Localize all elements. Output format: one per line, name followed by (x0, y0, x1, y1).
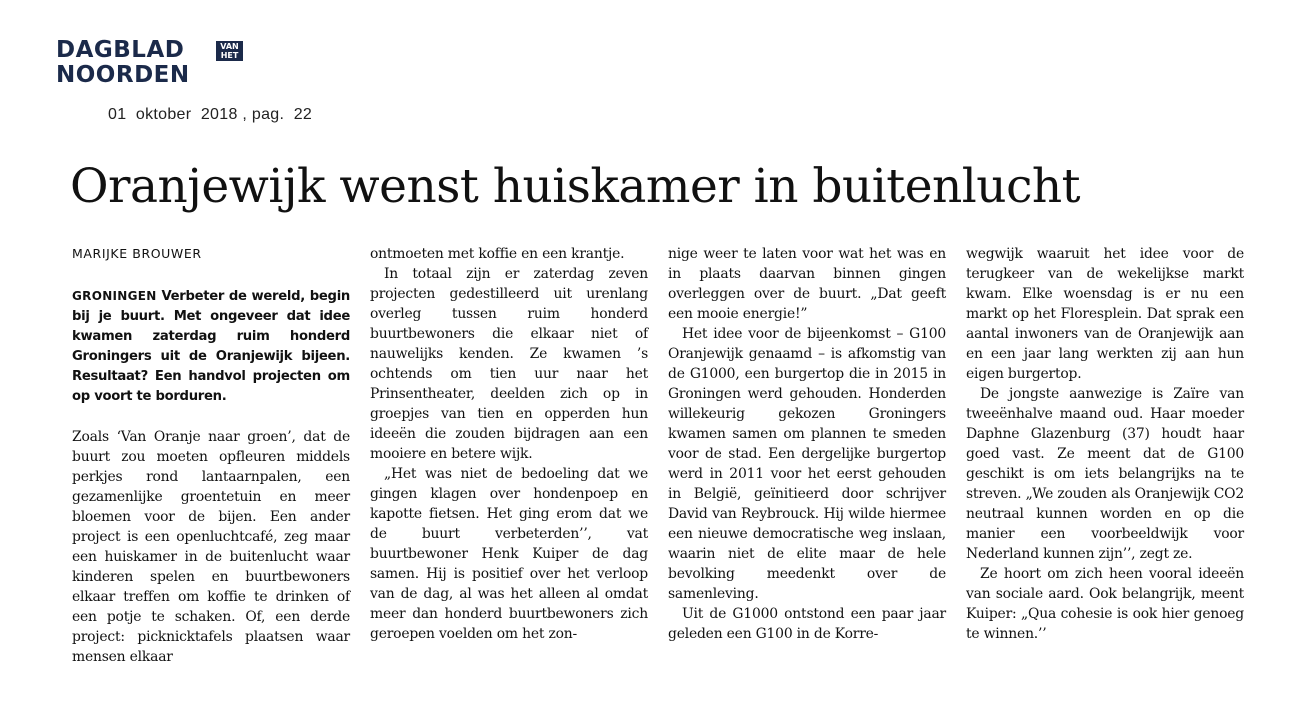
paragraph-7: Ze hoort om zich heen vooral ideeën van sociale aard. Ook belangrijk, meent Kuiper: „Qua cohesie is ook hier genoeg te winnen.’’ (966, 566, 1244, 642)
paragraph-3-continued (668, 244, 946, 324)
paragraph-1-continued (370, 244, 648, 264)
paragraph-5 (668, 604, 946, 644)
masthead-van-het (216, 41, 243, 61)
masthead-logo (56, 38, 256, 90)
article-byline: MARIJKE BROUWER (72, 246, 202, 261)
paragraph-2: In totaal zijn er zaterdag zeven projecten gedestilleerd uit urenlang overleg tussen ruim honderd buurtbewoners die elkaar niet of nauwelijks kenden. Ze kwamen ’s ochtends om tien uur naar het Prinsentheater, deelden zich op in groepjes van tien en opperden hun ideeën die zouden bijdragen aan een mooiere en betere wijk. (370, 266, 648, 462)
paragraph-5-text-cont: wegwijk waaruit het idee voor de terugkeer van de wekelijkse markt kwam. Elke woensdag is er nu een markt op het Floresplein. Dat sprak een aantal inwoners van de Oranjewijk aan en een jaar lang werkten zij aan hun eigen burgertop. (966, 246, 1244, 382)
publication-dateline: 01 oktober 2018 , pag. 22 (108, 106, 313, 123)
masthead-line2: NOORDEN (56, 62, 190, 88)
article-headline: Oranjewijk wenst huiskamer in buitenlucht (70, 159, 1081, 214)
article-column-4 (966, 244, 1244, 644)
paragraph-3-text-cont: nige weer te laten voor wat het was en in plaats daarvan binnen gingen overleggen over de buurt. „Dat geeft een mooie energie!” (668, 246, 946, 322)
article-column-1 (72, 244, 350, 667)
paragraph-6: De jongste aanwezige is Zaïre van tweeënhalve maand oud. Haar moeder Daphne Glazenburg (37) houdt haar goed vast. Ze meent dat de G100 geschikt is om iets belangrijks na te streven. „We zouden als Oranjewijk CO2 neutraal kunnen worden en op die manier een voorbeeldwijk voor Nederland kunnen zijn’’, zegt ze. (966, 386, 1244, 562)
paragraph-1-text: Zoals ‘Van Oranje naar groen’, dat de buurt zou moeten opfleuren middels perkjes rond lantaarnpalen, een gezamenlijke groentetuin en meer bloemen voor de bijen. Een ander project is een openluchtcafé, zeg maar een huiskamer in de buitenlucht waar kinderen spelen en buurtbewoners elkaar treffen om koffie te drinken of een potje te schaken. Of, een derde project: picknicktafels plaatsen waar mensen elkaar (72, 429, 350, 665)
intro-text: Verbeter de wereld, begin bij je buurt. Met ongeveer dat idee kwamen zaterdag ruim honderd Groningers uit de Oranjewijk bijeen. Resultaat? Een handvol projecten om op voort te borduren. (72, 289, 350, 404)
article-column-2 (370, 244, 648, 644)
paragraph-4: Het idee voor de bijeenkomst – G100 Oranjewijk genaamd – is afkomstig van de G1000, een burgertop die in 2015 in Groningen werd gehouden. Honderden willekeurig gekozen Groningers kwamen samen om plannen te smeden voor de stad. Een dergelijke burgertop werd in 2011 voor het eerst gehouden in België, geïnitieerd door schrijver David van Reybrouck. Hij wilde hiermee een nieuwe democratische weg inslaan, waarin niet de elite maar de hele bevolking meedenkt over de samenleving. (668, 326, 946, 602)
paragraph-5-continued (966, 244, 1244, 384)
intro-dateline-city: GRONINGEN (72, 289, 157, 303)
masthead-het: HET (220, 51, 239, 60)
paragraph-1 (72, 427, 350, 667)
article-column-3 (668, 244, 946, 644)
masthead-line1: DAGBLAD (56, 37, 185, 63)
paragraph-3-text: „Het was niet de bedoeling dat we gingen klagen over hondenpoep en kapotte fietsen. Het ging erom dat we de buurt verbeterden’’, vat buurtbewoner Henk Kuiper de dag samen. Hij is positief over het verloop van de dag, al was het alleen al omdat meer dan honderd buurtbewoners zich geroepen voelden om het zon- (370, 466, 648, 642)
masthead-van: VAN (220, 42, 239, 51)
paragraph-3 (370, 464, 648, 644)
article-intro (72, 286, 350, 407)
paragraph-1-text-cont: ontmoeten met koffie en een krantje. (370, 246, 625, 262)
paragraph-5-text: Uit de G1000 ontstond een paar jaar geleden een G100 in de Korre- (668, 606, 946, 642)
